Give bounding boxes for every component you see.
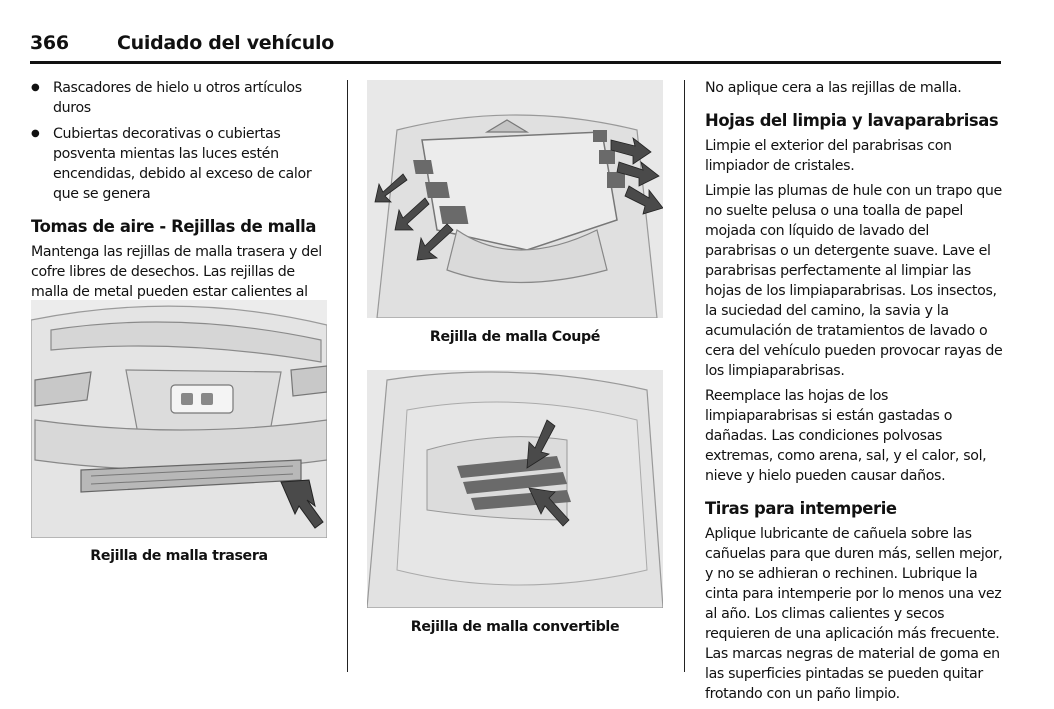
wipers-paragraph-1: Limpie el exterior del parabrisas con limpiador de cristales. (705, 138, 952, 174)
section-title: Cuidado del vehículo (117, 32, 334, 54)
caption-convertible-grille: Rejilla de malla convertible (410, 619, 620, 635)
heading-weatherstrips: Tiras para intemperie (705, 499, 897, 518)
column-divider-1 (347, 80, 348, 672)
heading-wipers: Hojas del limpia y lavaparabrisas (705, 111, 999, 130)
rear-car-illustration (31, 300, 327, 538)
wipers-paragraph-3: Reemplace las hojas de los limpiaparabrisas si están gastadas o dañadas. Las condiciones polvosas extremas, como arena, sal, y el calor, sol, nieve y hielo pueden causar daños. (705, 388, 987, 484)
heading-air-intakes: Tomas de aire - Rejillas de malla (31, 217, 317, 236)
convertible-car-illustration (367, 370, 663, 608)
caption-coupe-grille: Rejilla de malla Coupé (429, 329, 601, 345)
coupe-car-illustration (367, 80, 663, 318)
figure-rear-grille (31, 300, 327, 538)
bullet-item: ● Rascadores de hielo u otros artículos duros (31, 78, 331, 118)
wipers-paragraph-2: Limpie las plumas de hule con un trapo que no suelte pelusa o una toalla de papel mojada con líquido de lavado del parabrisas o un detergente suave. Lave el parabrisas perfectamente al limpiar las hojas de los limpiaparabrisas. Los insectos, la suciedad del camino, la savia y la acumulación de tratamientos de lavado o cera del vehículo pueden provocar rayas de los limpiaparabrisas. (705, 183, 1003, 379)
caption-rear-grille: Rejilla de malla trasera (90, 548, 268, 564)
header-rule (30, 61, 1001, 64)
column-right (705, 78, 1003, 709)
air-intakes-paragraph: Mantenga las rejillas de malla trasera y del cofre libres de desechos. Las rejillas de malla de metal pueden estar calientes al (31, 244, 322, 300)
page-header (30, 28, 1001, 62)
figure-coupe-grille (367, 80, 663, 318)
column-divider-2 (684, 80, 685, 672)
weatherstrips-paragraph: Aplique lubricante de cañuela sobre las cañuelas para que duren más, sellen mejor, y no se adhieran o rechinen. Lubrique la cinta para intemperie por lo menos una vez al año. Los climas calientes y secos requieren de una aplicación más frecuente. Las marcas negras de material de goma en las superficies pintadas se pueden quitar frotando con un paño limpio. (705, 526, 1003, 702)
column-left (31, 78, 331, 327)
bullet-item: ● Cubiertas decorativas o cubiertas posventa mientas las luces estén encendidas, debido al exceso de calor que se genera (31, 124, 331, 204)
wax-notice: No aplique cera a las rejillas de malla. (705, 80, 962, 96)
figure-convertible-grille (367, 370, 663, 608)
page-number: 366 (30, 32, 69, 54)
bullet-list (31, 78, 331, 204)
